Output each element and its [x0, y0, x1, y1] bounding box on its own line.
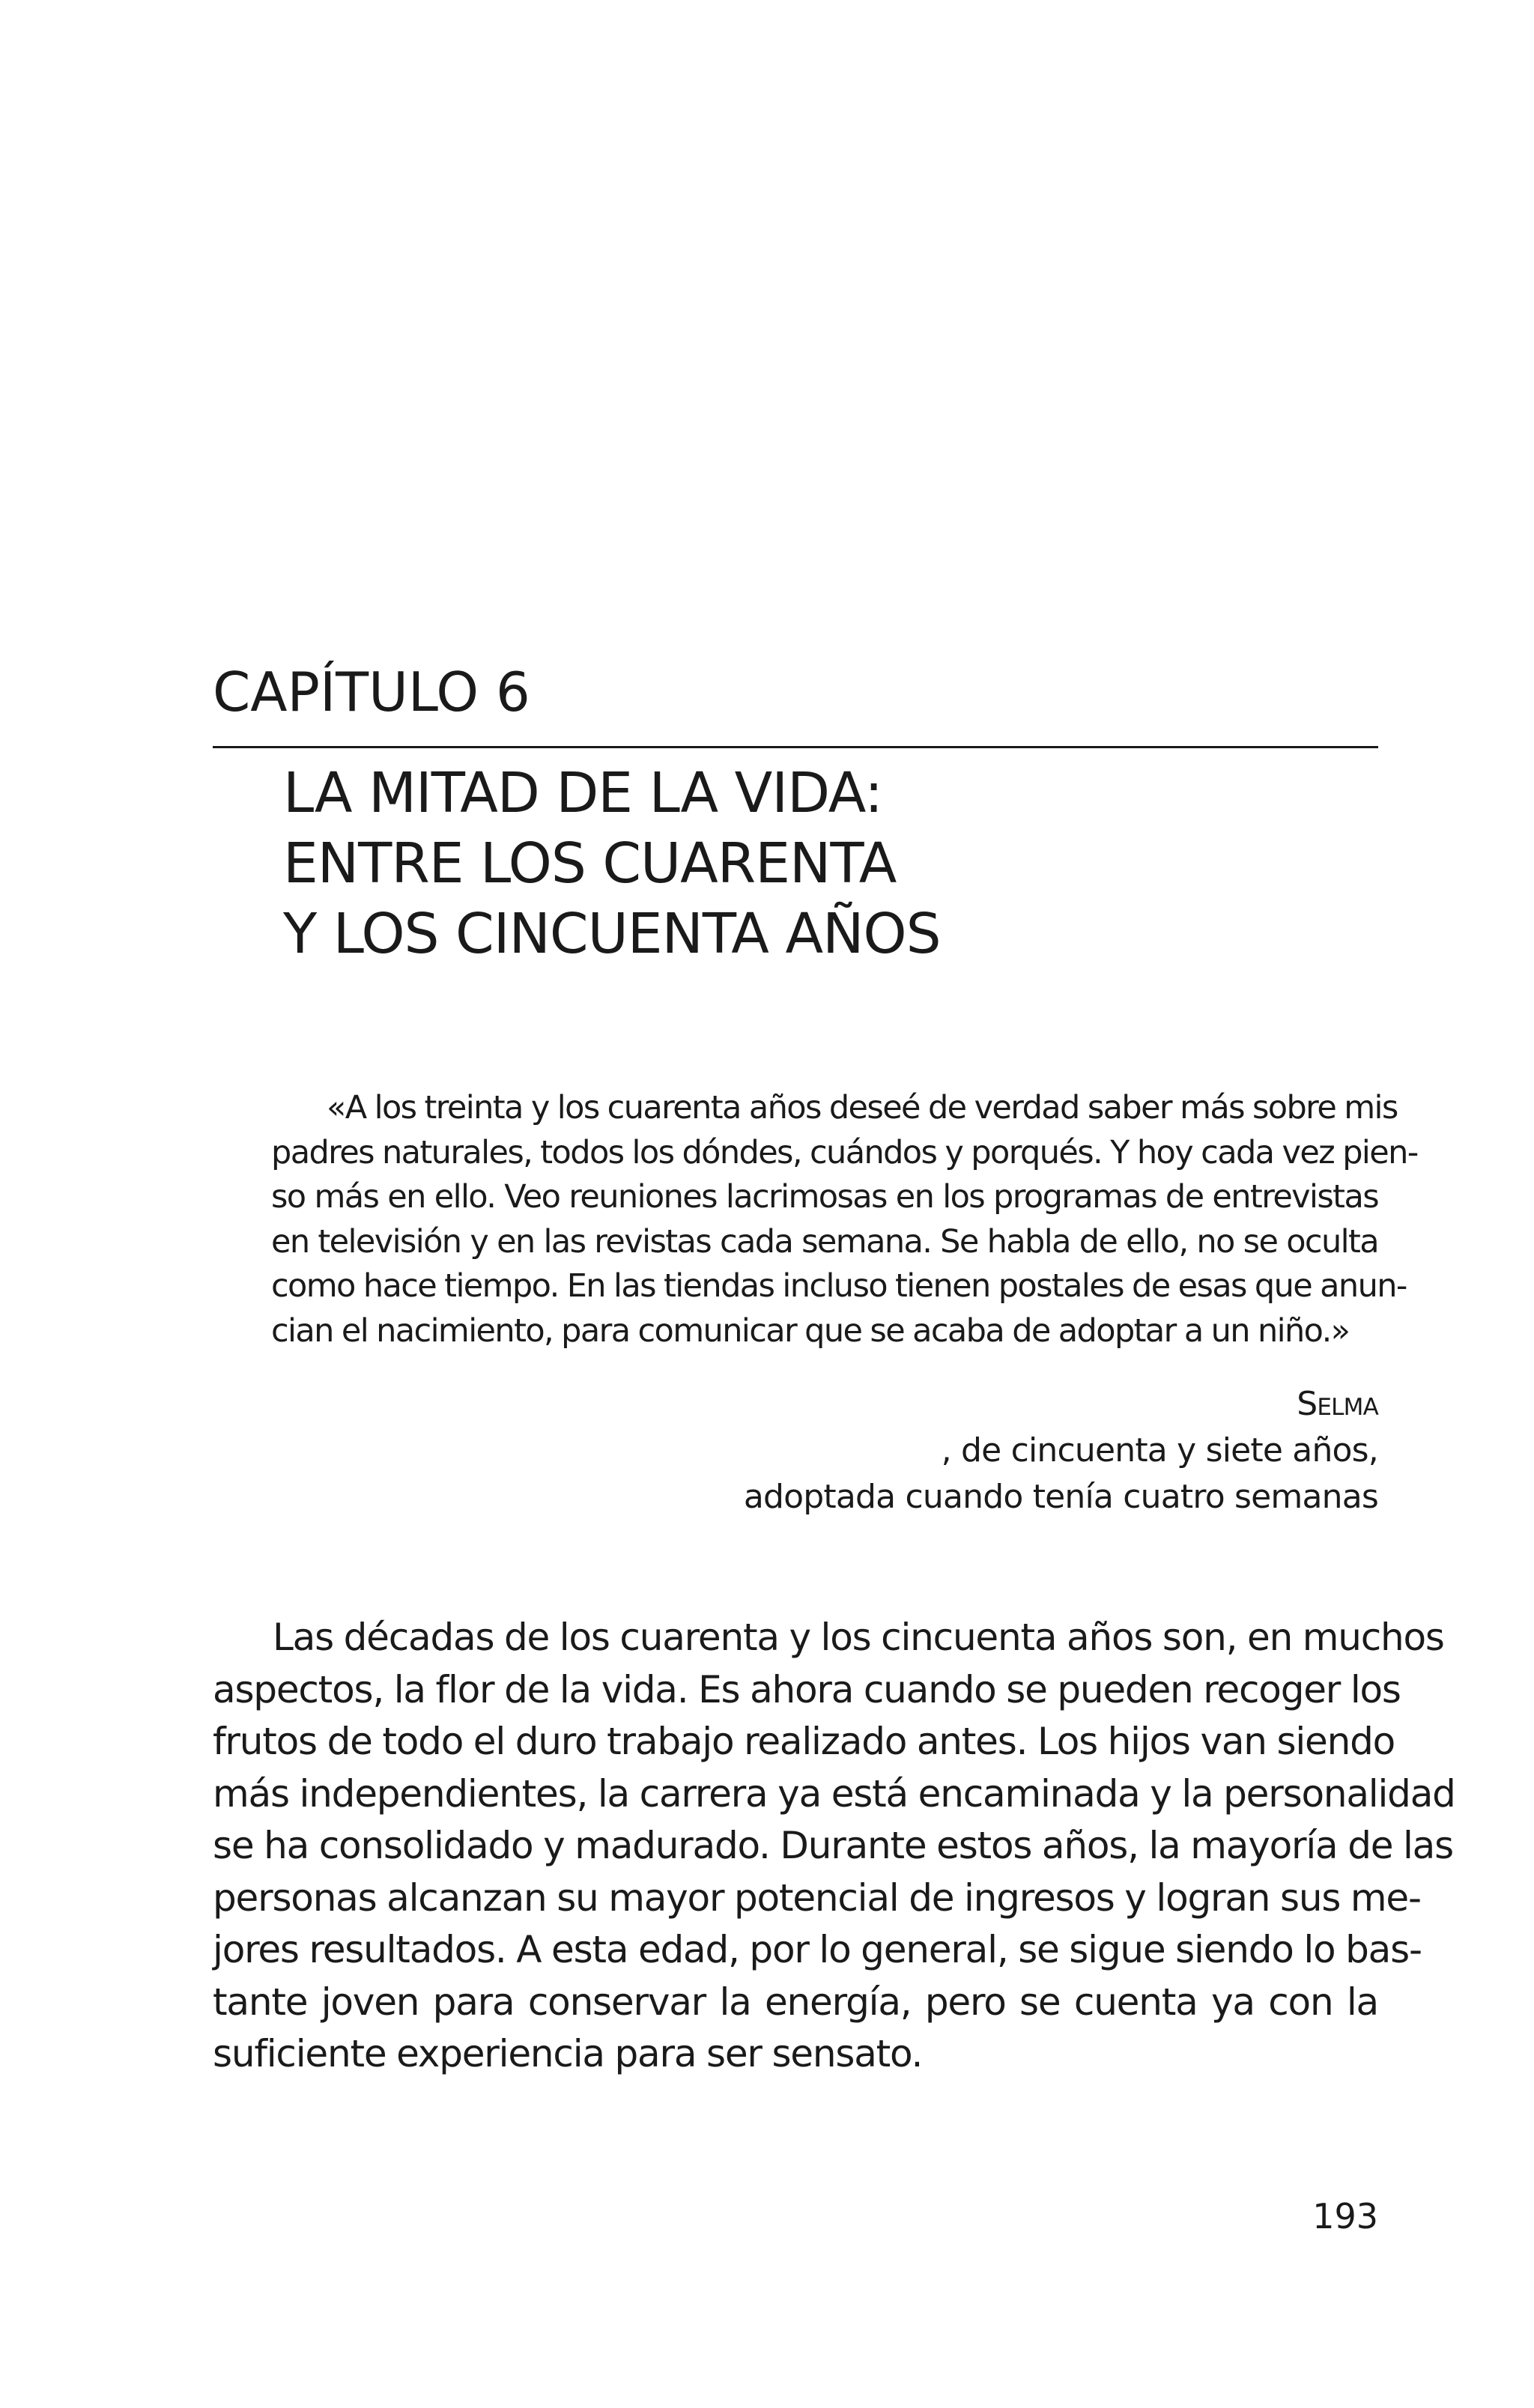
body-line: aspectos, la flor de la vida. Es ahora cuando se pueden recoger los — [213, 1667, 1401, 1711]
chapter-title-line: Y LOS CINCUENTA AÑOS — [283, 902, 941, 966]
body-line: frutos de todo el duro trabajo realizado antes. Los hijos van siendo — [213, 1720, 1395, 1763]
attribution-detail: , de cincuenta y siete años, — [941, 1431, 1378, 1470]
epigraph-attribution — [744, 1381, 1378, 1520]
chapter-title — [283, 758, 941, 969]
body-line: más independientes, la carrera ya está encaminada y la personalidad — [213, 1771, 1455, 1816]
body-paragraph — [213, 1612, 1455, 2081]
body-line: personas alcanzan su mayor potencial de ingresos y logran sus me- — [213, 1875, 1421, 1920]
chapter-label: CAPÍTULO 6 — [213, 661, 530, 724]
epigraph-line: padres naturales, todos los dóndes, cuándos y porqués. Y hoy cada vez pien- — [271, 1133, 1418, 1171]
body-line: tante joven para conservar la energía, pero se cuenta ya con la — [213, 1980, 1378, 2024]
page-number: 193 — [1312, 2196, 1378, 2236]
epigraph-line: cian el nacimiento, para comunicar que se acaba de adoptar a un niño.» — [271, 1311, 1350, 1350]
epigraph-line: so más en ello. Veo reuniones lacrimosas en los programas de entrevistas — [271, 1178, 1378, 1216]
epigraph-line: «A los treinta y los cuarenta años deseé de verdad saber más sobre mis — [327, 1089, 1398, 1126]
attribution-name: Selma — [1297, 1385, 1378, 1423]
chapter-title-line: ENTRE LOS CUARENTA — [283, 831, 897, 896]
body-line: suficiente experiencia para ser sensato. — [213, 2032, 923, 2075]
epigraph-line: como hace tiempo. En las tiendas incluso tienen postales de esas que anun- — [271, 1267, 1407, 1305]
chapter-title-line: LA MITAD DE LA VIDA: — [283, 761, 883, 825]
chapter-divider — [213, 746, 1378, 748]
body-line: se ha consolidado y madurado. Durante estos años, la mayoría de las — [213, 1824, 1453, 1867]
body-line: jores resultados. A esta edad, por lo general, se sigue siendo lo bas- — [213, 1928, 1422, 1971]
epigraph-line: en televisión y en las revistas cada semana. Se habla de ello, no se oculta — [271, 1222, 1378, 1261]
body-line: Las décadas de los cuarenta y los cincuenta años son, en muchos — [273, 1616, 1444, 1659]
attribution-line: adoptada cuando tenía cuatro semanas — [743, 1478, 1378, 1516]
attribution-line — [744, 1381, 1378, 1474]
epigraph-quote — [271, 1086, 1418, 1353]
